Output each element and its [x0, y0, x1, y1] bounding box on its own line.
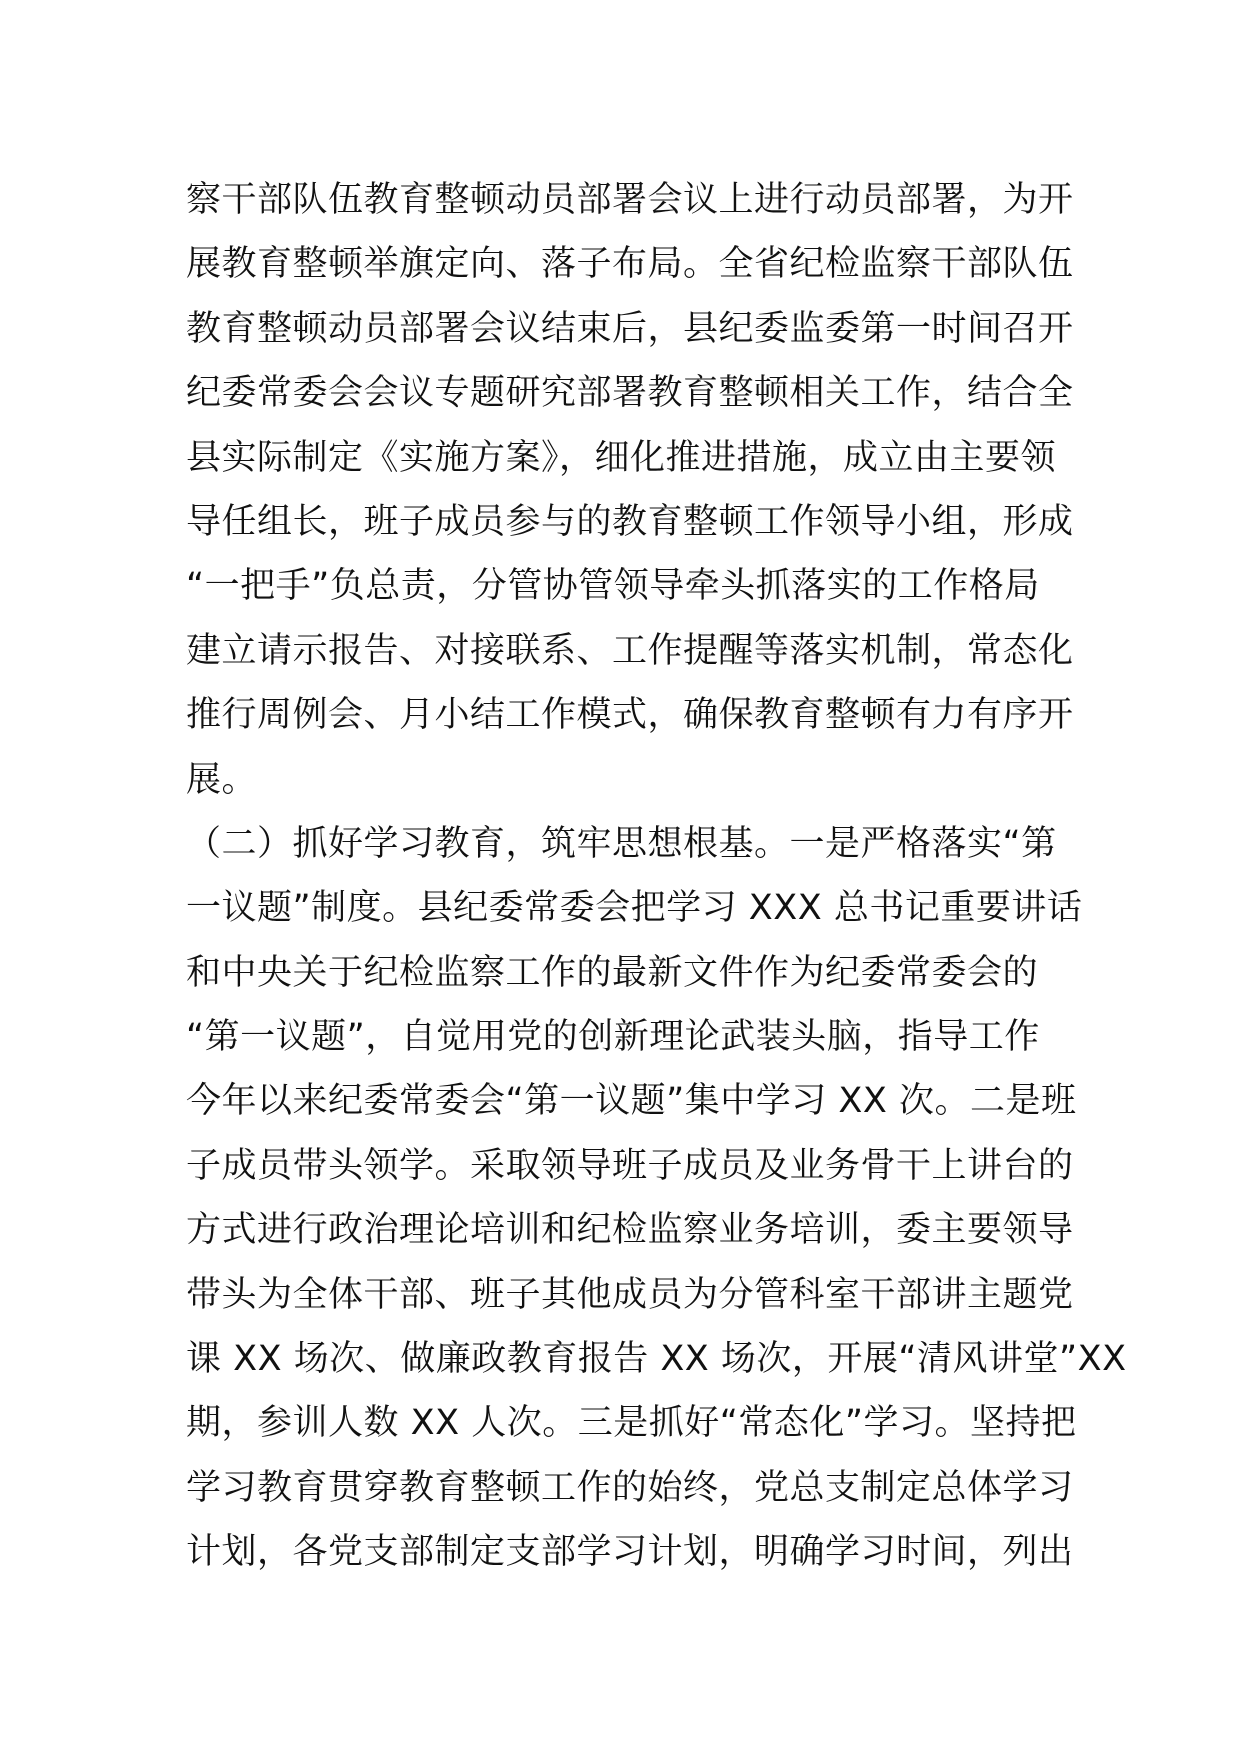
text-line: 期，参训人数 XX 人次。三是抓好“常态化”学习。坚持把	[186, 1403, 1077, 1444]
text-line: 建立请示报告、对接联系、工作提醒等落实机制，常态化	[186, 630, 1074, 671]
text-line: 教育整顿动员部署会议结束后，县纪委监委第一时间召开	[186, 308, 1074, 349]
text-line: 县实际制定《实施方案》，细化推进措施，成立由主要领	[186, 437, 1057, 478]
section-heading-line: （二）抓好学习教育，筑牢思想根基。一是严格落实“第	[186, 823, 1057, 864]
text-line: 学习教育贯穿教育整顿工作的始终，党总支制定总体学习	[186, 1467, 1074, 1508]
text-line: 子成员带头领学。采取领导班子成员及业务骨干上讲台的	[186, 1145, 1074, 1186]
text-line: 方式进行政治理论培训和纪检监察业务培训，委主要领导	[186, 1210, 1074, 1251]
text-line: 察干部队伍教育整顿动员部署会议上进行动员部署，为开	[186, 180, 1074, 220]
text-line: 纪委常委会会议专题研究部署教育整顿相关工作，结合全	[186, 373, 1074, 414]
text-line: 带头为全体干部、班子其他成员为分管科室干部讲主题党	[186, 1274, 1074, 1315]
text-line: 今年以来纪委常委会“第一议题”集中学习 XX 次。二是班	[186, 1081, 1077, 1122]
text-line: 计划，各党支部制定支部学习计划，明确学习时间，列出	[186, 1532, 1074, 1573]
text-line: 和中央关于纪检监察工作的最新文件作为纪委常委会的	[186, 952, 1039, 993]
text-line: 课 XX 场次、做廉政教育报告 XX 场次，开展“清风讲堂”XX	[186, 1339, 1127, 1380]
text-line: 展。	[186, 759, 258, 800]
text-line: 展教育整顿举旗定向、落子布局。全省纪检监察干部队伍	[186, 244, 1074, 285]
text-line: 导任组长，班子成员参与的教育整顿工作领导小组，形成	[186, 501, 1074, 542]
text-line: “一把手”负总责，分管协管领导牵头抓落实的工作格局	[186, 566, 1040, 607]
text-line: 一议题”制度。县纪委常委会把学习 XXX 总书记重要讲话	[186, 888, 1083, 929]
text-line: “第一议题”，自觉用党的创新理论武装头脑，指导工作	[186, 1017, 1040, 1058]
body-text	[186, 168, 1127, 1585]
text-line: 推行周例会、月小结工作模式，确保教育整顿有力有序开	[186, 695, 1074, 736]
